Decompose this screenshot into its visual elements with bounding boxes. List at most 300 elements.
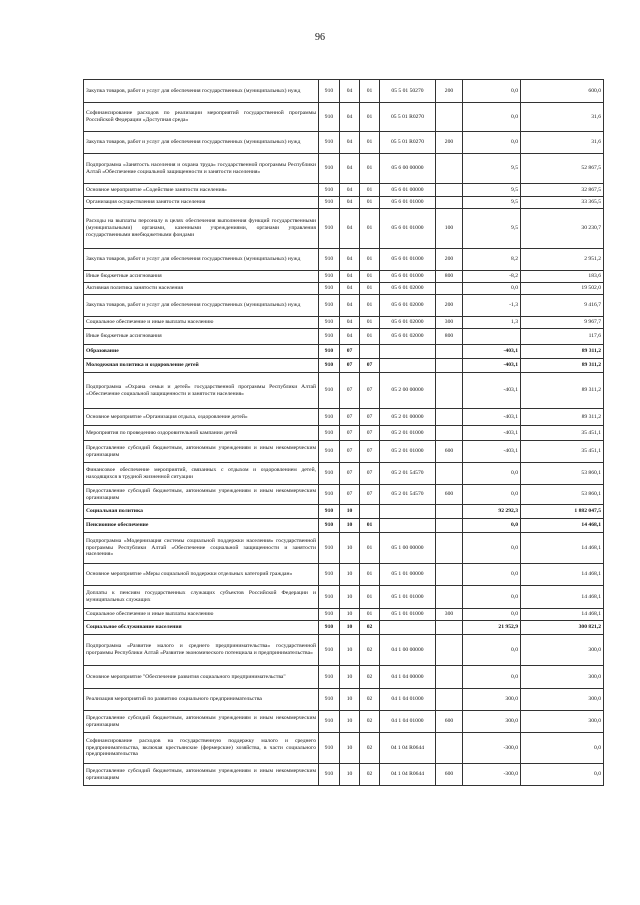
row-pr-cell: 01 bbox=[360, 103, 380, 132]
table-row bbox=[84, 103, 604, 132]
row-cs-cell bbox=[380, 505, 436, 519]
row-pr-cell: 02 bbox=[360, 733, 380, 764]
row-change-cell: 0,0 bbox=[463, 519, 521, 533]
row-pr-cell: 01 bbox=[360, 586, 380, 609]
row-vr-cell bbox=[436, 533, 463, 564]
row-cs-cell: 05 6 00 00000 bbox=[380, 154, 436, 184]
row-name-cell: Закупка товаров, работ и услуг для обеспечения государственных (муниципальных) нужд bbox=[84, 249, 319, 271]
row-cs-cell: 04 1 04 R0644 bbox=[380, 764, 436, 786]
row-gr-cell: 910 bbox=[319, 80, 340, 103]
row-vr-cell: 600 bbox=[436, 711, 463, 733]
row-name-cell: Пенсионное обеспечение bbox=[84, 519, 319, 533]
row-gr-cell: 910 bbox=[319, 441, 340, 463]
row-rz-cell: 04 bbox=[340, 132, 360, 154]
row-gr-cell: 910 bbox=[319, 463, 340, 485]
row-cs-cell: 04 1 04 01000 bbox=[380, 689, 436, 711]
row-total-cell: 52 867,5 bbox=[521, 154, 604, 184]
row-rz-cell: 10 bbox=[340, 621, 360, 635]
row-pr-cell: 01 bbox=[360, 519, 380, 533]
table-row bbox=[84, 283, 604, 295]
row-gr-cell: 910 bbox=[319, 586, 340, 609]
row-pr-cell: 02 bbox=[360, 711, 380, 733]
row-gr-cell: 910 bbox=[319, 249, 340, 271]
row-gr-cell: 910 bbox=[319, 184, 340, 197]
row-gr-cell: 910 bbox=[319, 295, 340, 317]
row-total-cell: 300,0 bbox=[521, 689, 604, 711]
table-row bbox=[84, 295, 604, 317]
table-row bbox=[84, 359, 604, 373]
row-pr-cell: 02 bbox=[360, 635, 380, 666]
row-rz-cell: 04 bbox=[340, 271, 360, 283]
row-change-cell: -403,1 bbox=[463, 441, 521, 463]
table-row bbox=[84, 564, 604, 586]
row-vr-cell bbox=[436, 621, 463, 635]
row-vr-cell: 200 bbox=[436, 80, 463, 103]
row-cs-cell: 05 6 01 02000 bbox=[380, 295, 436, 317]
row-name-cell: Расходы на выплаты персоналу в целях обеспечения выполнения функций государственными (муниципальными) органами, казенными учреждениями, органами управления государственными внебюджетными фондами bbox=[84, 209, 319, 249]
row-change-cell: 300,0 bbox=[463, 689, 521, 711]
row-name-cell: Реализация мероприятий по развитию социального предпринимательства bbox=[84, 689, 319, 711]
row-pr-cell: 01 bbox=[360, 295, 380, 317]
row-change-cell: -403,1 bbox=[463, 359, 521, 373]
row-vr-cell bbox=[436, 184, 463, 197]
row-change-cell: 92 292,3 bbox=[463, 505, 521, 519]
row-pr-cell: 07 bbox=[360, 463, 380, 485]
row-cs-cell: 05 6 01 02000 bbox=[380, 283, 436, 295]
row-rz-cell: 10 bbox=[340, 764, 360, 786]
row-change-cell: 8,2 bbox=[463, 249, 521, 271]
row-vr-cell bbox=[436, 283, 463, 295]
row-pr-cell: 01 bbox=[360, 564, 380, 586]
row-pr-cell: 07 bbox=[360, 485, 380, 505]
row-change-cell: 0,0 bbox=[463, 80, 521, 103]
row-total-cell: 14 468,1 bbox=[521, 519, 604, 533]
row-rz-cell: 07 bbox=[340, 441, 360, 463]
row-name-cell: Софинансирование расходов на государственную поддержку малого и среднего предпринимательства, включая крестьянские (фермерские) хозяйства, в части социального предпринимательства bbox=[84, 733, 319, 764]
row-name-cell: Организация осуществления занятости населения bbox=[84, 197, 319, 209]
row-rz-cell: 07 bbox=[340, 426, 360, 441]
row-gr-cell: 910 bbox=[319, 426, 340, 441]
row-vr-cell: 200 bbox=[436, 132, 463, 154]
row-vr-cell: 600 bbox=[436, 441, 463, 463]
row-total-cell: 31,6 bbox=[521, 132, 604, 154]
row-cs-cell: 05 6 01 01000 bbox=[380, 249, 436, 271]
row-cs-cell bbox=[380, 345, 436, 359]
row-total-cell: 0,0 bbox=[521, 764, 604, 786]
row-pr-cell: 01 bbox=[360, 132, 380, 154]
row-pr-cell bbox=[360, 505, 380, 519]
row-rz-cell: 04 bbox=[340, 80, 360, 103]
row-pr-cell: 01 bbox=[360, 317, 380, 329]
row-total-cell: 117,6 bbox=[521, 329, 604, 345]
row-rz-cell: 04 bbox=[340, 295, 360, 317]
row-cs-cell: 05 2 01 00000 bbox=[380, 409, 436, 426]
row-vr-cell: 300 bbox=[436, 609, 463, 621]
row-total-cell: 9 967,7 bbox=[521, 317, 604, 329]
row-gr-cell: 910 bbox=[319, 283, 340, 295]
row-gr-cell: 910 bbox=[319, 733, 340, 764]
row-gr-cell: 910 bbox=[319, 519, 340, 533]
row-vr-cell bbox=[436, 154, 463, 184]
row-pr-cell: 01 bbox=[360, 283, 380, 295]
row-total-cell: 2 951,2 bbox=[521, 249, 604, 271]
row-total-cell: 30 230,7 bbox=[521, 209, 604, 249]
table-row bbox=[84, 317, 604, 329]
row-total-cell: 600,0 bbox=[521, 80, 604, 103]
row-change-cell: -403,1 bbox=[463, 409, 521, 426]
row-change-cell: 300,0 bbox=[463, 711, 521, 733]
row-change-cell: 21 952,9 bbox=[463, 621, 521, 635]
row-pr-cell: 01 bbox=[360, 197, 380, 209]
row-pr-cell: 01 bbox=[360, 249, 380, 271]
table-row bbox=[84, 621, 604, 635]
row-total-cell: 89 311,2 bbox=[521, 359, 604, 373]
row-cs-cell: 05 2 01 01000 bbox=[380, 426, 436, 441]
row-total-cell: 89 311,2 bbox=[521, 345, 604, 359]
row-vr-cell: 800 bbox=[436, 271, 463, 283]
row-rz-cell: 10 bbox=[340, 564, 360, 586]
row-total-cell: 53 860,1 bbox=[521, 463, 604, 485]
row-cs-cell: 04 1 04 00000 bbox=[380, 666, 436, 689]
row-rz-cell: 04 bbox=[340, 154, 360, 184]
row-vr-cell bbox=[436, 103, 463, 132]
table-row bbox=[84, 586, 604, 609]
table-row bbox=[84, 197, 604, 209]
row-name-cell: Образование bbox=[84, 345, 319, 359]
row-change-cell: -403,1 bbox=[463, 345, 521, 359]
row-cs-cell: 04 1 04 R0644 bbox=[380, 733, 436, 764]
row-pr-cell: 07 bbox=[360, 426, 380, 441]
row-pr-cell: 01 bbox=[360, 609, 380, 621]
row-name-cell: Закупка товаров, работ и услуг для обеспечения государственных (муниципальных) нужд bbox=[84, 295, 319, 317]
row-name-cell: Софинансирование расходов по реализации мероприятий государственной программы Российской Федерации «Доступная среда» bbox=[84, 103, 319, 132]
row-change-cell: 0,0 bbox=[463, 586, 521, 609]
row-name-cell: Основное мероприятие «Организация отдыха, оздоровление детей» bbox=[84, 409, 319, 426]
row-total-cell: 14 468,1 bbox=[521, 533, 604, 564]
table-row bbox=[84, 711, 604, 733]
row-rz-cell: 04 bbox=[340, 249, 360, 271]
row-rz-cell: 07 bbox=[340, 359, 360, 373]
row-name-cell: Подпрограмма «Занятость населения и охрана труда» государственной программы Республики Алтай «Обеспечение социальной защищенности и занятости населения» bbox=[84, 154, 319, 184]
row-name-cell: Мероприятия по проведению оздоровительной кампании детей bbox=[84, 426, 319, 441]
row-cs-cell: 05 1 01 00000 bbox=[380, 564, 436, 586]
row-vr-cell: 200 bbox=[436, 295, 463, 317]
row-name-cell: Предоставление субсидий бюджетным, автономным учреждениям и иным некоммерческим организациям bbox=[84, 441, 319, 463]
row-total-cell: 35 451,1 bbox=[521, 441, 604, 463]
row-total-cell: 300 821,2 bbox=[521, 621, 604, 635]
row-total-cell: 89 311,2 bbox=[521, 409, 604, 426]
row-total-cell: 14 468,1 bbox=[521, 564, 604, 586]
row-name-cell: Подпрограмма «Развитие малого и среднего предпринимательства» государственной программы Республики Алтай «Развитие экономического потенциала и предпринимательства» bbox=[84, 635, 319, 666]
row-cs-cell: 05 2 01 54570 bbox=[380, 485, 436, 505]
row-cs-cell: 05 6 01 00000 bbox=[380, 184, 436, 197]
row-gr-cell: 910 bbox=[319, 505, 340, 519]
row-rz-cell: 10 bbox=[340, 586, 360, 609]
row-change-cell: 0,0 bbox=[463, 533, 521, 564]
row-vr-cell bbox=[436, 345, 463, 359]
row-cs-cell: 05 6 01 01000 bbox=[380, 271, 436, 283]
table-row bbox=[84, 271, 604, 283]
row-name-cell: Социальное обслуживание населения bbox=[84, 621, 319, 635]
row-gr-cell: 910 bbox=[319, 711, 340, 733]
table-row bbox=[84, 519, 604, 533]
row-gr-cell: 910 bbox=[319, 271, 340, 283]
row-vr-cell bbox=[436, 666, 463, 689]
row-total-cell: 300,0 bbox=[521, 635, 604, 666]
row-change-cell: 1,3 bbox=[463, 317, 521, 329]
row-rz-cell: 04 bbox=[340, 329, 360, 345]
row-total-cell: 35 451,1 bbox=[521, 426, 604, 441]
row-pr-cell: 07 bbox=[360, 373, 380, 409]
row-total-cell: 33 365,5 bbox=[521, 197, 604, 209]
table-row bbox=[84, 635, 604, 666]
row-total-cell: 9 416,7 bbox=[521, 295, 604, 317]
row-total-cell: 0,0 bbox=[521, 733, 604, 764]
row-pr-cell: 01 bbox=[360, 80, 380, 103]
row-vr-cell bbox=[436, 505, 463, 519]
row-change-cell: 0,0 bbox=[463, 463, 521, 485]
budget-table bbox=[83, 79, 604, 786]
row-gr-cell: 910 bbox=[319, 209, 340, 249]
row-name-cell: Финансовое обеспечение мероприятий, связанных с отдыхом и оздоровлением детей, находящихся в трудной жизненной ситуации bbox=[84, 463, 319, 485]
row-pr-cell: 01 bbox=[360, 184, 380, 197]
row-gr-cell: 910 bbox=[319, 197, 340, 209]
row-rz-cell: 10 bbox=[340, 711, 360, 733]
row-vr-cell bbox=[436, 586, 463, 609]
row-change-cell: -403,1 bbox=[463, 373, 521, 409]
row-rz-cell: 10 bbox=[340, 609, 360, 621]
row-pr-cell: 02 bbox=[360, 666, 380, 689]
row-vr-cell bbox=[436, 359, 463, 373]
row-vr-cell: 600 bbox=[436, 764, 463, 786]
row-cs-cell: 05 2 01 54570 bbox=[380, 463, 436, 485]
table-row bbox=[84, 689, 604, 711]
row-change-cell: 9,5 bbox=[463, 154, 521, 184]
table-row bbox=[84, 329, 604, 345]
row-cs-cell: 05 2 01 01000 bbox=[380, 441, 436, 463]
row-gr-cell: 910 bbox=[319, 345, 340, 359]
row-gr-cell: 910 bbox=[319, 635, 340, 666]
row-vr-cell bbox=[436, 197, 463, 209]
row-pr-cell: 02 bbox=[360, 764, 380, 786]
row-rz-cell: 04 bbox=[340, 103, 360, 132]
row-gr-cell: 910 bbox=[319, 485, 340, 505]
row-change-cell: 0,0 bbox=[463, 485, 521, 505]
row-total-cell: 32 867,5 bbox=[521, 184, 604, 197]
row-pr-cell: 01 bbox=[360, 271, 380, 283]
row-pr-cell bbox=[360, 345, 380, 359]
row-total-cell: 14 468,1 bbox=[521, 609, 604, 621]
row-change-cell: 9,5 bbox=[463, 209, 521, 249]
row-rz-cell: 04 bbox=[340, 209, 360, 249]
row-pr-cell: 02 bbox=[360, 689, 380, 711]
row-vr-cell bbox=[436, 519, 463, 533]
row-total-cell: 300,0 bbox=[521, 711, 604, 733]
row-total-cell: 31,6 bbox=[521, 103, 604, 132]
row-change-cell: 0,0 bbox=[463, 283, 521, 295]
row-name-cell: Закупка товаров, работ и услуг для обеспечения государственных (муниципальных) нужд bbox=[84, 80, 319, 103]
row-rz-cell: 07 bbox=[340, 463, 360, 485]
row-rz-cell: 04 bbox=[340, 197, 360, 209]
row-cs-cell: 05 5 01 R0270 bbox=[380, 103, 436, 132]
row-gr-cell: 910 bbox=[319, 564, 340, 586]
row-change-cell: -300,0 bbox=[463, 764, 521, 786]
row-cs-cell bbox=[380, 359, 436, 373]
row-vr-cell: 800 bbox=[436, 329, 463, 345]
row-total-cell: 14 468,1 bbox=[521, 586, 604, 609]
row-cs-cell: 05 1 01 01000 bbox=[380, 586, 436, 609]
row-name-cell: Подпрограмма «Модернизация системы социальной поддержки населения» государственной программы Республики Алтай «Обеспечение социальной защищенности и занятости населения» bbox=[84, 533, 319, 564]
row-change-cell: 0,0 bbox=[463, 564, 521, 586]
row-rz-cell: 04 bbox=[340, 184, 360, 197]
row-vr-cell: 200 bbox=[436, 249, 463, 271]
row-total-cell: 53 860,1 bbox=[521, 485, 604, 505]
table-row bbox=[84, 485, 604, 505]
table-row bbox=[84, 249, 604, 271]
row-name-cell: Иные бюджетные ассигнования bbox=[84, 271, 319, 283]
row-name-cell: Основное мероприятие «Содействие занятости населения» bbox=[84, 184, 319, 197]
row-name-cell: Социальная политика bbox=[84, 505, 319, 519]
table-row bbox=[84, 441, 604, 463]
row-vr-cell: 100 bbox=[436, 209, 463, 249]
row-change-cell: 0,0 bbox=[463, 132, 521, 154]
row-change-cell: 9,5 bbox=[463, 197, 521, 209]
row-pr-cell: 01 bbox=[360, 533, 380, 564]
row-gr-cell: 910 bbox=[319, 359, 340, 373]
row-gr-cell: 910 bbox=[319, 103, 340, 132]
row-vr-cell bbox=[436, 373, 463, 409]
row-change-cell bbox=[463, 329, 521, 345]
row-cs-cell: 05 5 01 R0270 bbox=[380, 132, 436, 154]
row-total-cell: 89 311,2 bbox=[521, 373, 604, 409]
row-gr-cell: 910 bbox=[319, 764, 340, 786]
row-cs-cell: 04 1 04 01000 bbox=[380, 711, 436, 733]
row-cs-cell bbox=[380, 621, 436, 635]
row-rz-cell: 10 bbox=[340, 733, 360, 764]
row-change-cell: -1,3 bbox=[463, 295, 521, 317]
row-total-cell: 1 882 047,5 bbox=[521, 505, 604, 519]
row-change-cell: -403,1 bbox=[463, 426, 521, 441]
row-name-cell: Молодежная политика и оздоровление детей bbox=[84, 359, 319, 373]
table-row bbox=[84, 184, 604, 197]
row-rz-cell: 10 bbox=[340, 533, 360, 564]
row-change-cell: 0,0 bbox=[463, 666, 521, 689]
table-row bbox=[84, 345, 604, 359]
row-cs-cell: 05 6 01 01000 bbox=[380, 197, 436, 209]
row-total-cell: 300,0 bbox=[521, 666, 604, 689]
row-cs-cell: 05 6 01 01000 bbox=[380, 209, 436, 249]
row-name-cell: Доплаты к пенсиям государственных служащих субъектов Российской Федерации и муниципальных служащих bbox=[84, 586, 319, 609]
row-change-cell: -300,0 bbox=[463, 733, 521, 764]
row-rz-cell: 10 bbox=[340, 689, 360, 711]
row-cs-cell: 05 5 01 50270 bbox=[380, 80, 436, 103]
row-total-cell: 19 502,0 bbox=[521, 283, 604, 295]
row-pr-cell: 07 bbox=[360, 441, 380, 463]
row-rz-cell: 04 bbox=[340, 317, 360, 329]
row-rz-cell: 07 bbox=[340, 373, 360, 409]
row-cs-cell: 05 6 01 02000 bbox=[380, 329, 436, 345]
row-gr-cell: 910 bbox=[319, 132, 340, 154]
row-vr-cell bbox=[436, 463, 463, 485]
table-row bbox=[84, 733, 604, 764]
row-gr-cell: 910 bbox=[319, 317, 340, 329]
row-vr-cell bbox=[436, 564, 463, 586]
row-change-cell: -8,2 bbox=[463, 271, 521, 283]
row-gr-cell: 910 bbox=[319, 373, 340, 409]
row-pr-cell: 07 bbox=[360, 409, 380, 426]
row-vr-cell: 600 bbox=[436, 485, 463, 505]
table-row bbox=[84, 609, 604, 621]
row-rz-cell: 07 bbox=[340, 345, 360, 359]
row-vr-cell bbox=[436, 426, 463, 441]
row-gr-cell: 910 bbox=[319, 609, 340, 621]
row-cs-cell: 05 2 00 00000 bbox=[380, 373, 436, 409]
row-change-cell: 9,5 bbox=[463, 184, 521, 197]
table-row bbox=[84, 426, 604, 441]
row-cs-cell: 05 1 01 01000 bbox=[380, 609, 436, 621]
row-name-cell: Активная политика занятости населения bbox=[84, 283, 319, 295]
row-pr-cell: 07 bbox=[360, 359, 380, 373]
table-row bbox=[84, 154, 604, 184]
row-pr-cell: 01 bbox=[360, 154, 380, 184]
page-number: 96 bbox=[315, 32, 325, 43]
row-name-cell: Основное мероприятие «Меры социальной поддержки отдельных категорий граждан» bbox=[84, 564, 319, 586]
row-change-cell: 0,0 bbox=[463, 103, 521, 132]
table-row bbox=[84, 409, 604, 426]
row-rz-cell: 10 bbox=[340, 519, 360, 533]
row-vr-cell bbox=[436, 689, 463, 711]
row-pr-cell: 02 bbox=[360, 621, 380, 635]
row-change-cell: 0,0 bbox=[463, 609, 521, 621]
table-row bbox=[84, 666, 604, 689]
row-name-cell: Основное мероприятие "Обеспечение развития социального предпринимательства" bbox=[84, 666, 319, 689]
row-cs-cell bbox=[380, 519, 436, 533]
row-vr-cell bbox=[436, 733, 463, 764]
table-row bbox=[84, 132, 604, 154]
row-gr-cell: 910 bbox=[319, 409, 340, 426]
row-rz-cell: 10 bbox=[340, 666, 360, 689]
row-pr-cell: 01 bbox=[360, 329, 380, 345]
row-vr-cell: 300 bbox=[436, 317, 463, 329]
row-pr-cell: 01 bbox=[360, 209, 380, 249]
row-cs-cell: 05 1 00 00000 bbox=[380, 533, 436, 564]
row-vr-cell bbox=[436, 635, 463, 666]
row-rz-cell: 07 bbox=[340, 409, 360, 426]
row-cs-cell: 04 1 00 00000 bbox=[380, 635, 436, 666]
row-name-cell: Подпрограмма «Охрана семьи и детей» государственной программы Республики Алтай «Обеспечение социальной защищенности и занятости населения» bbox=[84, 373, 319, 409]
table-row bbox=[84, 80, 604, 103]
row-rz-cell: 04 bbox=[340, 283, 360, 295]
row-rz-cell: 10 bbox=[340, 505, 360, 519]
table-row bbox=[84, 209, 604, 249]
row-gr-cell: 910 bbox=[319, 329, 340, 345]
row-change-cell: 0,0 bbox=[463, 635, 521, 666]
row-cs-cell: 05 6 01 02000 bbox=[380, 317, 436, 329]
row-gr-cell: 910 bbox=[319, 666, 340, 689]
row-total-cell: 183,6 bbox=[521, 271, 604, 283]
row-name-cell: Социальное обеспечение и иные выплаты населению bbox=[84, 317, 319, 329]
row-vr-cell bbox=[436, 409, 463, 426]
row-name-cell: Закупка товаров, работ и услуг для обеспечения государственных (муниципальных) нужд bbox=[84, 132, 319, 154]
row-gr-cell: 910 bbox=[319, 533, 340, 564]
row-gr-cell: 910 bbox=[319, 689, 340, 711]
row-name-cell: Иные бюджетные ассигнования bbox=[84, 329, 319, 345]
table-row bbox=[84, 505, 604, 519]
row-name-cell: Предоставление субсидий бюджетным, автономным учреждениям и иным некоммерческим организациям bbox=[84, 764, 319, 786]
row-name-cell: Социальное обеспечение и иные выплаты населению bbox=[84, 609, 319, 621]
row-name-cell: Предоставление субсидий бюджетным, автономным учреждениям и иным некоммерческим организациям bbox=[84, 485, 319, 505]
table-row bbox=[84, 373, 604, 409]
